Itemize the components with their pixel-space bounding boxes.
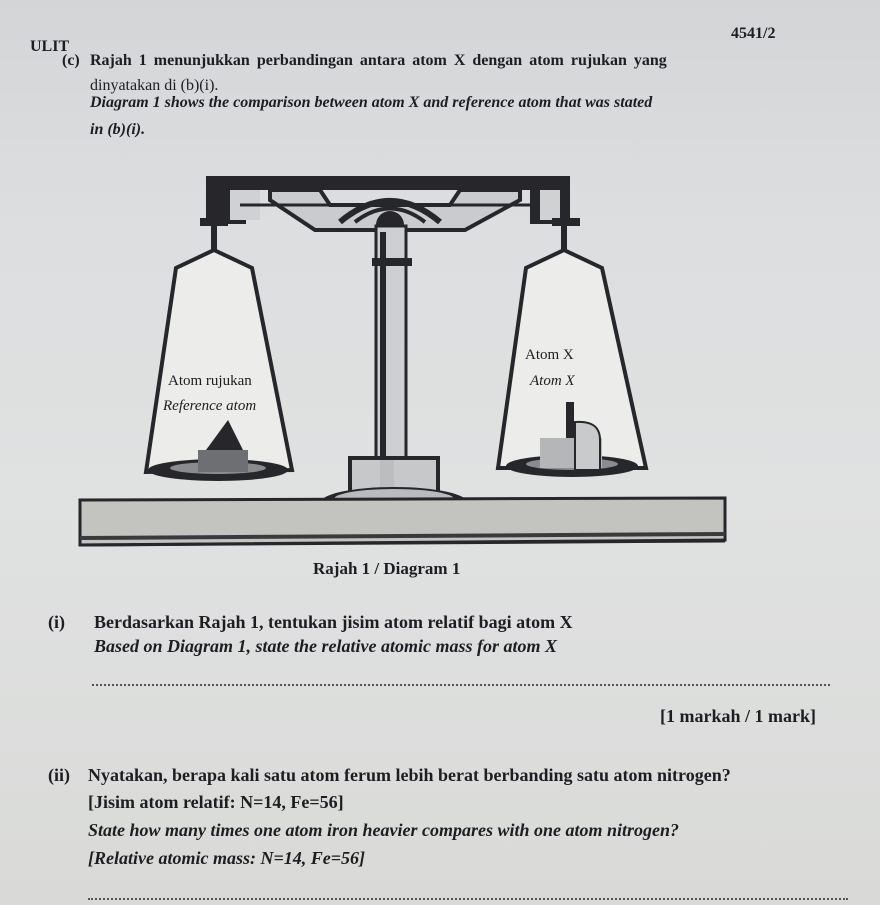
part-c-english-line1: Diagram 1 shows the comparison between atom X and reference atom that was stated <box>90 94 653 111</box>
left-pan-label-malay: Atom rujukan <box>168 373 252 389</box>
header-left: ULIT <box>30 38 70 55</box>
question-i-english: Based on Diagram 1, state the relative atomic mass for atom X <box>94 636 557 656</box>
right-pan-label-malay: Atom X <box>525 347 574 363</box>
question-ii-malay-hint: [Jisim atom relatif: N=14, Fe=56] <box>88 792 344 812</box>
question-ii-malay: Nyatakan, berapa kali satu atom ferum lebih berat berbanding satu atom nitrogen? <box>88 765 731 785</box>
atom-x <box>566 402 574 442</box>
right-pan-label-english: Atom X <box>530 373 575 389</box>
diagram-caption: Rajah 1 / Diagram 1 <box>313 559 461 578</box>
part-c-malay-line1: Rajah 1 menunjukkan perbandingan antara atom X dengan atom rujukan yang <box>90 52 667 69</box>
question-ii-english-hint: [Relative atomic mass: N=14, Fe=56] <box>88 848 365 868</box>
question-i-marks: [1 markah / 1 mark] <box>660 706 816 726</box>
header-page-code: 4541/2 <box>731 25 776 42</box>
question-ii-english: State how many times one atom iron heavier compares with one atom nitrogen? <box>88 820 680 840</box>
answer-line-i[interactable] <box>92 670 830 686</box>
question-ii-number: (ii) <box>48 765 70 785</box>
question-i-malay: Berdasarkan Rajah 1, tentukan jisim atom relatif bagi atom X <box>94 612 573 632</box>
question-i-number: (i) <box>48 612 65 632</box>
left-pan-label-english: Reference atom <box>163 398 257 414</box>
part-c-label: (c) <box>62 52 80 69</box>
answer-line-ii[interactable] <box>88 890 848 900</box>
beam-top <box>206 176 570 190</box>
part-c-english-line2: in (b)(i). <box>90 121 146 138</box>
part-c-malay-line2: dinyatakan di (b)(i). <box>90 77 219 94</box>
